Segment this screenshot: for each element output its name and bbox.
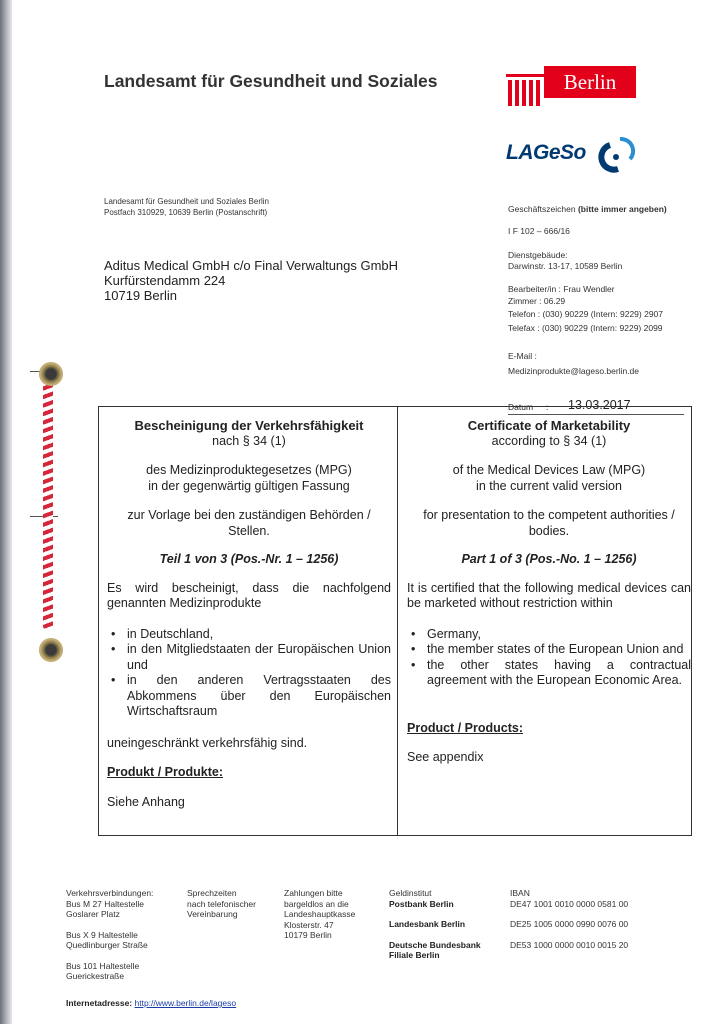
list-item: • in den Mitgliedstaaten der Europäischen Union und xyxy=(107,642,391,673)
bank-name: Filiale Berlin xyxy=(389,950,440,960)
recipient-address xyxy=(104,258,398,303)
reference-label-note: (bitte immer angeben) xyxy=(577,204,667,214)
german-title: Bescheinigung der Verkehrsfähigkeit xyxy=(134,418,364,433)
footer-text: Bus M 27 Haltestelle xyxy=(66,898,144,909)
internet-link[interactable]: http://www.berlin.de/lageso xyxy=(134,998,237,1008)
recipient-line: 10719 Berlin xyxy=(104,288,177,303)
german-column xyxy=(107,407,391,810)
grommet-bottom xyxy=(39,638,63,662)
footer-banks xyxy=(389,888,509,961)
english-purpose-line: bodies. xyxy=(528,523,570,538)
handler: Bearbeiter/in : Frau Wendler xyxy=(508,284,615,294)
english-products-value: See appendix xyxy=(407,750,484,764)
berlin-logo xyxy=(506,66,636,108)
footer-text: Geldinstitut xyxy=(389,888,432,898)
binding-string xyxy=(43,378,53,630)
iban-value: DE47 1001 0010 0000 0581 00 xyxy=(510,898,629,909)
footer-text: Bus X 9 Haltestelle xyxy=(66,929,138,940)
iban-value: DE53 1000 0000 0010 0015 20 xyxy=(510,939,629,950)
footer-text: Guerickestraße xyxy=(66,971,125,981)
footer-payment xyxy=(284,888,384,941)
sender-line: Landesamt für Gesundheit und Soziales Berlin xyxy=(104,197,269,206)
footer-text: Zahlungen bitte xyxy=(284,888,343,898)
footer-text: Landeshauptkasse xyxy=(284,909,356,919)
footer-text: Vereinbarung xyxy=(187,909,238,919)
bank-name: Landesbank Berlin xyxy=(389,919,466,929)
german-law-line: des Medizinproduktegesetzes (MPG) xyxy=(146,463,352,477)
footer-text: bargeldlos an die xyxy=(284,898,349,909)
fax: Telefax : (030) 90229 (Intern: 9229) 2099 xyxy=(508,323,663,333)
german-intro: Es wird bescheinigt, dass die nachfolgend genannten Medizinprodukte xyxy=(107,580,391,610)
room: Zimmer : 06.29 xyxy=(508,296,566,306)
berlin-bear-bars-icon xyxy=(506,66,546,108)
footer-internet xyxy=(66,998,236,1009)
iban-value: DE25 1005 0000 0990 0076 00 xyxy=(510,919,629,929)
german-purpose-line: zur Vorlage bei den zuständigen Behörden / xyxy=(127,508,371,522)
date-colon: : xyxy=(546,402,549,412)
footer-text: Klosterstr. 47 xyxy=(284,919,334,930)
internet-label: Internetadresse: xyxy=(66,998,133,1008)
footer-hours xyxy=(187,888,287,920)
email-address: Medizinprodukte@lageso.berlin.de xyxy=(508,366,640,376)
lageso-logo xyxy=(506,133,646,173)
building-label: Dienstgebäude: xyxy=(508,250,568,260)
footer-text: Goslarer Platz xyxy=(66,909,120,919)
lageso-swirl-icon xyxy=(596,133,640,173)
footer-text: nach telefonischer xyxy=(187,898,256,909)
german-purpose-line: Stellen. xyxy=(228,523,270,538)
reference-label-text: Geschäftszeichen xyxy=(508,204,576,214)
german-subtitle: nach § 34 (1) xyxy=(212,433,286,448)
table-divider xyxy=(397,407,398,835)
english-part: Part 1 of 3 (Pos.-No. 1 – 1256) xyxy=(461,552,637,566)
bank-name: Deutsche Bundesbank xyxy=(389,939,481,950)
list-item: • the other states having a contractual agreement with the European Economic Area. xyxy=(407,658,691,689)
sender-address xyxy=(104,196,269,218)
english-country-list xyxy=(407,627,691,689)
grommet-top xyxy=(39,362,63,386)
date-value: 13.03.2017 xyxy=(568,398,631,412)
reference-number: I F 102 – 666/16 xyxy=(508,226,570,236)
footer-transport xyxy=(66,888,186,982)
english-subtitle: according to § 34 (1) xyxy=(491,433,607,448)
german-products-label: Produkt / Produkte: xyxy=(107,765,223,779)
footer-text: Bus 101 Haltestelle xyxy=(66,960,140,971)
list-item: • Germany, xyxy=(407,627,691,643)
footer-text: Verkehrsverbindungen: xyxy=(66,888,154,898)
german-law-line: in der gegenwärtig gültigen Fassung xyxy=(148,478,350,493)
lageso-logo-text: LAGeSo xyxy=(506,141,586,164)
footer-iban xyxy=(510,888,670,950)
list-item: • in den anderen Vertragsstaaten des Abkommens über den Europäischen Wirtschaftsraum xyxy=(107,673,391,720)
reference-label xyxy=(508,204,667,216)
german-part: Teil 1 von 3 (Pos.-Nr. 1 – 1256) xyxy=(159,552,339,566)
german-country-list xyxy=(107,627,391,720)
page-edge-shadow xyxy=(0,0,12,1024)
footer-text: 10179 Berlin xyxy=(284,930,332,940)
email-label: E-Mail : xyxy=(508,351,537,361)
english-purpose-line: for presentation to the competent authorities / xyxy=(423,508,675,522)
date-label: Datum xyxy=(508,402,534,412)
recipient-line: Kurfürstendamm 224 xyxy=(104,273,226,288)
berlin-logo-text: Berlin xyxy=(544,66,636,98)
certificate-table xyxy=(98,406,692,836)
sender-line: Postfach 310929, 10639 Berlin (Postanschrift) xyxy=(104,208,268,217)
english-products-label: Product / Products: xyxy=(407,720,523,735)
list-item: • the member states of the European Union and xyxy=(407,642,691,658)
english-title: Certificate of Marketability xyxy=(467,418,631,433)
german-closing: uneingeschränkt verkehrsfähig sind. xyxy=(107,735,308,750)
german-products-value: Siehe Anhang xyxy=(107,794,185,809)
english-law-line: of the Medical Devices Law (MPG) xyxy=(452,463,646,477)
english-law-line: in the current valid version xyxy=(476,478,622,493)
footer-text: Quedlinburger Straße xyxy=(66,940,148,950)
bank-name: Postbank Berlin xyxy=(389,898,454,909)
recipient-line: Aditus Medical GmbH c/o Final Verwaltungs GmbH xyxy=(104,258,399,273)
english-intro: It is certified that the following medical devices can be marketed without restriction within xyxy=(407,580,691,610)
agency-title: Landesamt für Gesundheit und Soziales xyxy=(104,71,438,91)
building-address: Darwinstr. 13-17, 10589 Berlin xyxy=(508,261,623,271)
english-column xyxy=(407,407,691,766)
footer-text: IBAN xyxy=(510,888,530,898)
phone: Telefon : (030) 90229 (Intern: 9229) 2907 xyxy=(508,309,663,319)
list-item: • in Deutschland, xyxy=(107,627,391,643)
footer-text: Sprechzeiten xyxy=(187,888,237,898)
